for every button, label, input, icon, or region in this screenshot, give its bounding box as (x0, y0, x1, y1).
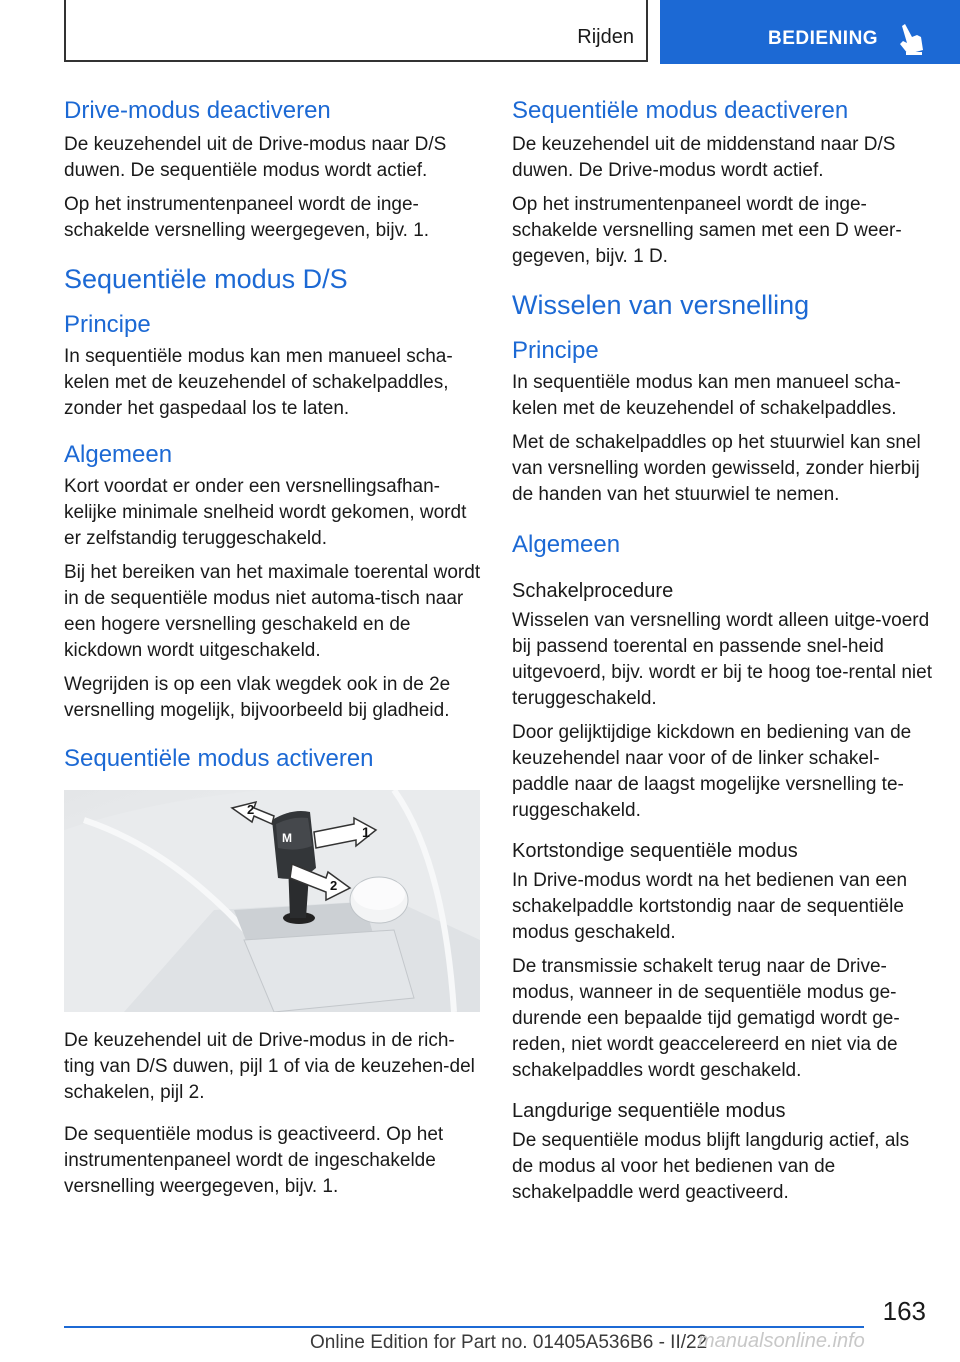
paragraph: Met de schakelpaddles op het stuurwiel kan snel van versnelling worden gewisseld, zonder hierbij de handen van het stuurwiel te nemen. (512, 432, 921, 505)
paragraph: Op het instrumentenpaneel wordt de inge-schakelde versnelling weergegeven, bijv. 1. (64, 194, 430, 241)
gear-lever-drawing (64, 790, 480, 1012)
paragraph: Door gelijktijdige kickdown en bediening van de keuzehendel naar voor of de linker schakel-paddle naar de laagst mogelijke versnelling te-ruggeschakeld. (512, 722, 912, 821)
paragraph: Op het instrumentenpaneel wordt de inge-schakelde versnelling samen met een D weer-gegeven, bijv. 1 D. (512, 194, 902, 267)
subheading-langdurige-sequentiele-modus: Langdurige sequentiële modus (512, 1100, 786, 1122)
arrow-2-bottom-label: 2 (330, 878, 338, 893)
section-label: Rijden (577, 26, 634, 48)
page-footer (0, 1290, 960, 1362)
arrow-2-top-label: 2 (247, 802, 255, 817)
heading-principe: Principe (64, 311, 151, 338)
subheading-kortstondige-sequentiele-modus: Kortstondige sequentiële modus (512, 840, 798, 862)
heading-algemeen: Algemeen (64, 441, 173, 468)
footer-rule (64, 1326, 864, 1328)
paragraph: Kort voordat er onder een versnellingsafhan-kelijke minimale snelheid wordt gekomen, wordt er zelfstandig teruggeschakeld. (64, 476, 467, 549)
paragraph: De sequentiële modus is geactiveerd. Op het instrumentenpaneel wordt de ingeschakelde versnelling weergegeven, bijv. 1. (64, 1124, 444, 1197)
edition-text: Online Edition for Part no. 01405A536B6 - II/22 (310, 1332, 708, 1353)
chapter-tab (660, 0, 960, 64)
section-tab (64, 0, 648, 62)
heading-sequentiele-modus-ds: Sequentiële modus D/S (64, 264, 348, 294)
heading-drive-modus-deactiveren: Drive-modus deactiveren (64, 97, 331, 124)
heading-sequentiele-modus-activeren: Sequentiële modus activeren (64, 745, 374, 772)
paragraph: In sequentiële modus kan men manueel scha-kelen met de keuzehendel of schakelpaddles. (512, 372, 901, 419)
paragraph: Wisselen van versnelling wordt alleen uitge-voerd bij passend toerental en passende snel-heid uitgevoerd, bijv. wordt er bij te hoog toe-rental niet teruggeschakeld. (512, 610, 932, 709)
paragraph: In sequentiële modus kan men manueel scha-kelen met de keuzehendel of schakelpaddles, zonder het gaspedaal los te laten. (64, 346, 453, 419)
arrow-1-label: 1 (362, 824, 370, 840)
chapter-label: BEDIENING (768, 28, 879, 49)
lever-badge: M (282, 831, 292, 845)
gear-lever-illustration (64, 790, 480, 1012)
heading-algemeen: Algemeen (512, 531, 621, 558)
heading-principe: Principe (512, 337, 599, 364)
paragraph: In Drive-modus wordt na het bedienen van een schakelpaddle kortstondig naar de sequentiële modus geschakeld. (512, 870, 908, 943)
watermark: manualsonline.info (698, 1330, 865, 1352)
paragraph: De keuzehendel uit de Drive-modus in de rich-ting van D/S duwen, pijl 1 of via de keuzehen-del schakelen, pijl 2. (64, 1030, 475, 1103)
heading-sequentiele-modus-deactiveren: Sequentiële modus deactiveren (512, 97, 849, 124)
paragraph: Bij het bereiken van het maximale toerental wordt in de sequentiële modus niet automa-tisch naar een hogere versnelling geschakeld en de kickdown wordt uitgeschakeld. (64, 562, 481, 661)
paragraph: De transmissie schakelt terug naar de Drive-modus, wanneer in de sequentiële modus ge-durende een bepaalde tijd gematigd wordt ge-reden, niet wordt geaccelereerd en niet via de schakelpaddles wordt geschakeld. (512, 956, 900, 1081)
page-header (0, 0, 960, 66)
right-column (512, 96, 932, 1206)
paragraph: De sequentiële modus blijft langdurig actief, als de modus al voor het bedienen van de schakelpaddle werd geactiveerd. (512, 1130, 910, 1203)
paragraph: Wegrijden is op een vlak wegdek ook in de 2e versnelling mogelijk, bijvoorbeeld bij gladheid. (64, 674, 451, 721)
paragraph: De keuzehendel uit de Drive-modus naar D/S duwen. De sequentiële modus wordt actief. (64, 134, 447, 181)
subheading-schakelprocedure: Schakelprocedure (512, 580, 674, 602)
paragraph: De keuzehendel uit de middenstand naar D/S duwen. De Drive-modus wordt actief. (512, 134, 896, 181)
heading-wisselen-van-versnelling: Wisselen van versnelling (512, 290, 810, 320)
pointing-hand-icon (896, 22, 926, 56)
page-number: 163 (882, 1296, 926, 1326)
left-column (64, 96, 484, 1200)
